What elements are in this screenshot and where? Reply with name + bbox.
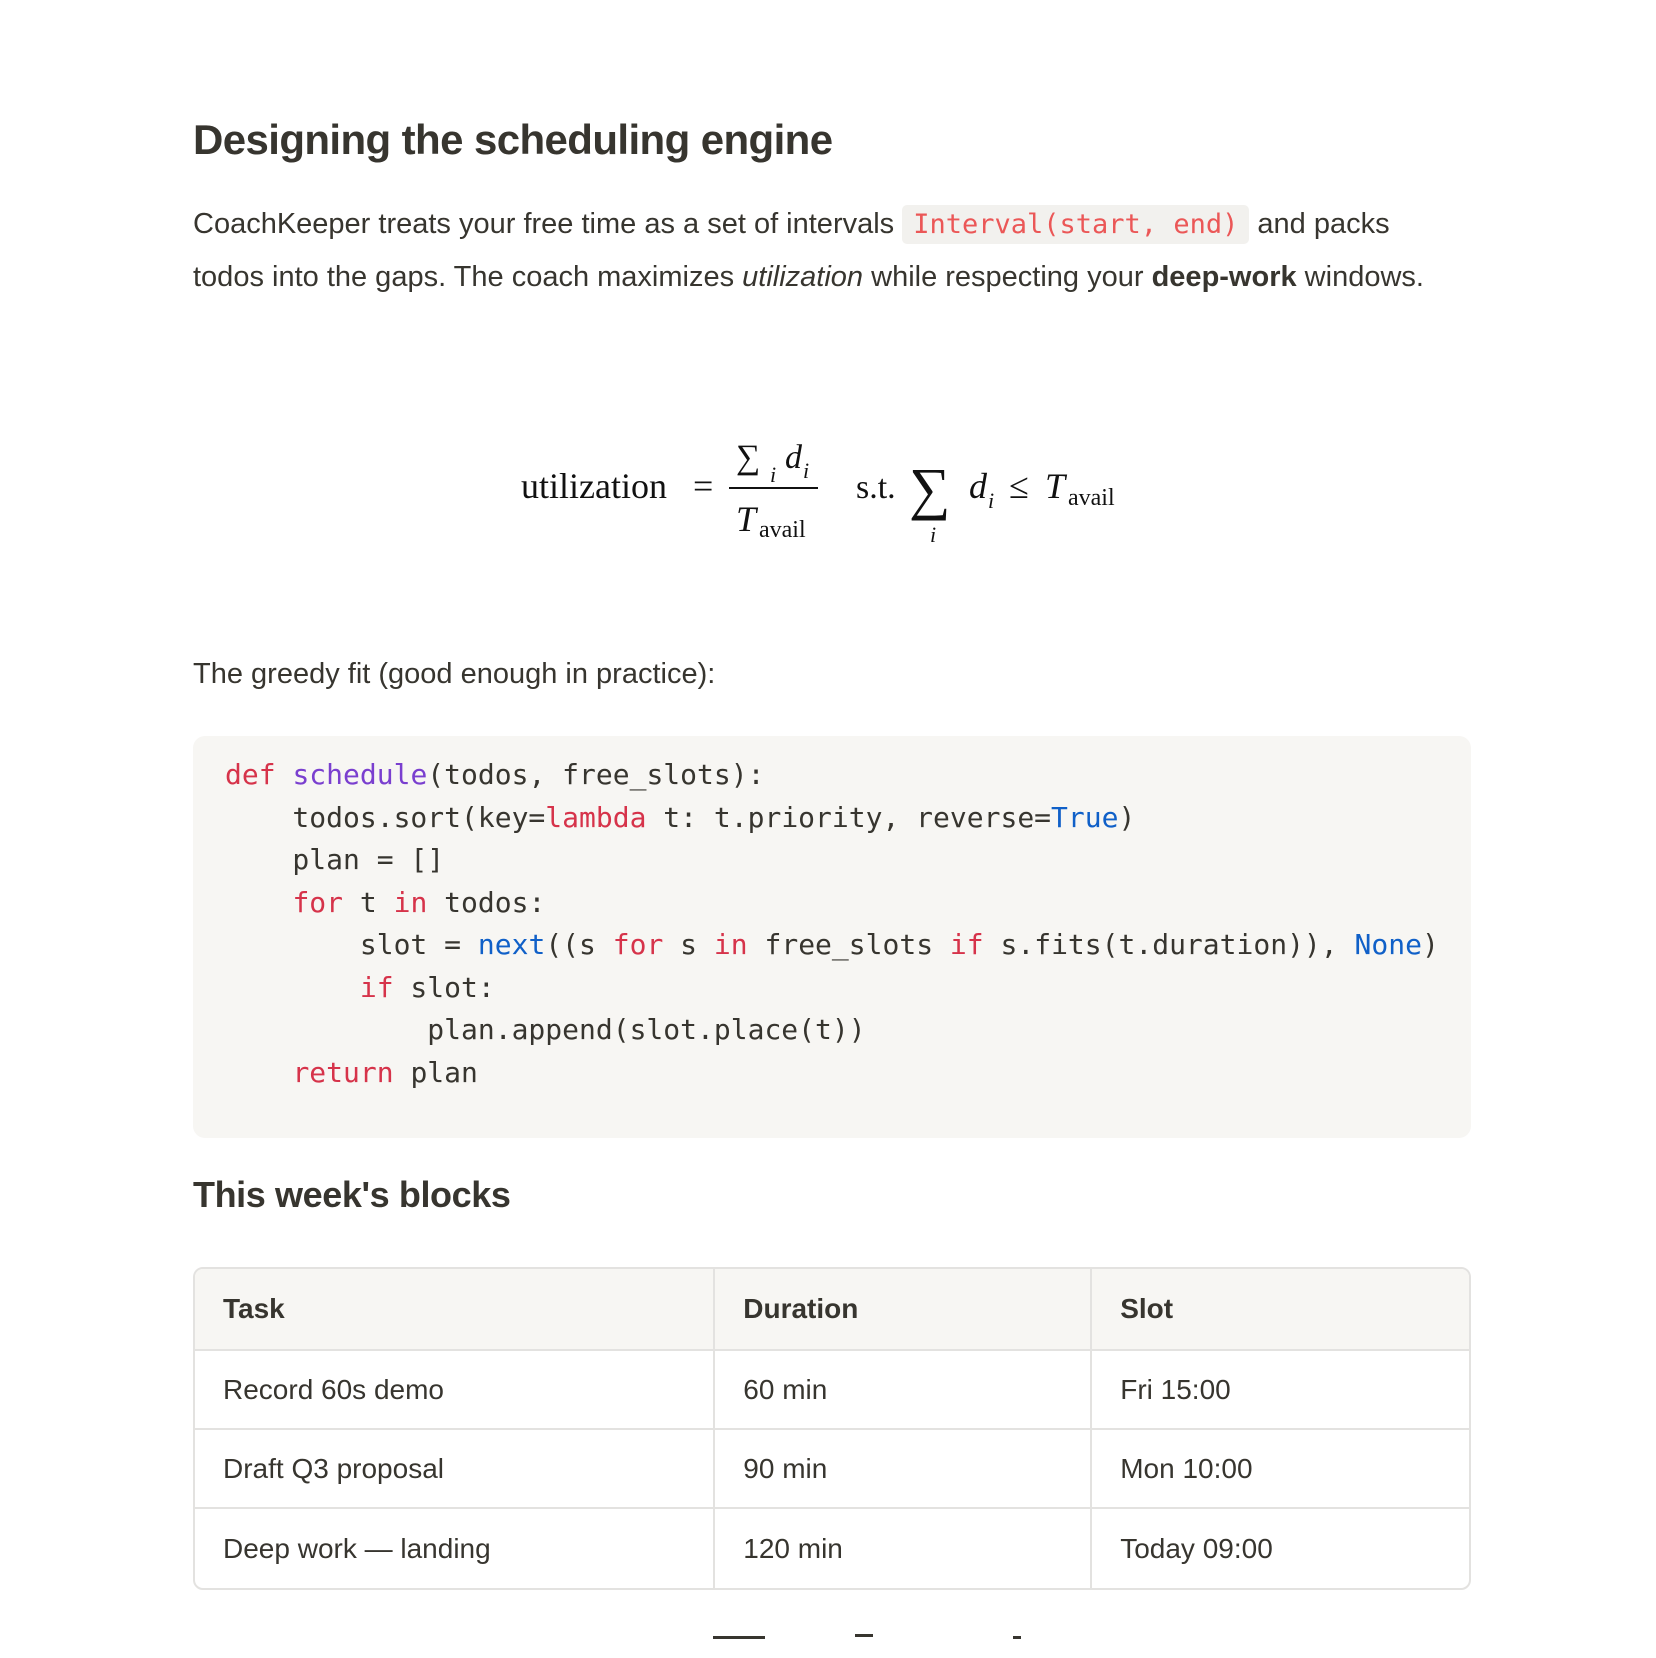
code-line — [225, 1013, 866, 1046]
code-token: return — [292, 1055, 394, 1089]
code-token: in — [713, 928, 748, 961]
code-token: plan = [] — [225, 843, 445, 876]
greedy-paragraph: The greedy fit (good enough in practice): — [193, 658, 716, 690]
code-line — [225, 843, 444, 876]
formula-sum: ∑ — [909, 456, 951, 521]
code-token: def — [225, 758, 276, 791]
formula-num-sum-sub: i — [770, 462, 777, 487]
formula-lhs: utilization — [521, 466, 667, 506]
code-token: plan.append(slot.place(t)) — [225, 1013, 866, 1046]
table-cell-duration: 60 min — [713, 1351, 1090, 1430]
inline-code: Interval(start, end) — [902, 205, 1249, 244]
code-token: s.fits(t.duration)), — [983, 928, 1355, 961]
table-header-duration: Duration — [713, 1269, 1090, 1351]
code-token: if — [949, 928, 984, 961]
intro-text-3: while respecting your — [863, 261, 1152, 293]
intro-emphasis: utilization — [742, 261, 864, 293]
formula-den-var: T — [736, 499, 757, 539]
table-cell-slot: Today 09:00 — [1090, 1509, 1469, 1588]
formula-equals: = — [693, 466, 714, 506]
code-token: lambda — [545, 800, 647, 834]
code-line — [225, 971, 495, 1004]
code-line — [225, 886, 545, 919]
table-row — [195, 1351, 1469, 1430]
table-cell-slot: Mon 10:00 — [1090, 1430, 1469, 1509]
code-token: slot: — [393, 970, 495, 1004]
intro-strong: deep-work — [1151, 261, 1297, 293]
formula-den-sub: avail — [759, 517, 806, 543]
table-cell-task: Deep work — landing — [223, 1532, 491, 1564]
formula-num-sum: ∑ — [736, 439, 761, 476]
code-line — [225, 801, 1135, 834]
code-line — [225, 928, 1439, 961]
table-cell-task: Record 60s demo — [195, 1351, 713, 1430]
table-header-slot: Slot — [1090, 1269, 1469, 1351]
code-token: for — [292, 885, 344, 919]
page-title: Designing the scheduling engine — [193, 116, 833, 163]
formula-svg — [193, 430, 1471, 580]
formula-rhs-var: T — [1045, 466, 1066, 506]
formula-num-var-sub: i — [803, 458, 810, 483]
code-token: (todos, free_slots): — [427, 758, 765, 791]
table-header-task: Task — [195, 1269, 713, 1351]
table-cell-slot: Fri 15:00 — [1090, 1351, 1469, 1430]
code-token: None — [1354, 928, 1422, 961]
code-token: free_slots — [747, 928, 950, 961]
intro-paragraph — [193, 198, 1443, 304]
code-token: in — [393, 885, 428, 919]
blocks-table — [193, 1267, 1471, 1590]
intro-text-4: windows. — [1296, 261, 1424, 293]
formula-var-sub: i — [988, 488, 995, 513]
formula-st: s.t. — [856, 469, 896, 506]
formula-num-var: d — [785, 439, 802, 476]
code-token: ) — [1421, 928, 1439, 961]
code-token: ) — [1118, 800, 1136, 834]
table-header-row — [195, 1269, 1469, 1351]
code-token — [276, 758, 293, 791]
code-token: todos.sort(key= — [225, 800, 546, 834]
code-token: t: t.priority, reverse= — [646, 800, 1052, 834]
table-cell-duration: 120 min — [713, 1509, 1090, 1588]
code-token: todos: — [427, 885, 546, 919]
code-block[interactable] — [193, 736, 1471, 1138]
code-token — [225, 971, 360, 1004]
code-token: True — [1051, 800, 1119, 834]
code-token: s — [663, 928, 714, 961]
formula-le: ≤ — [1009, 466, 1029, 506]
section-heading: This week's blocks — [193, 1174, 511, 1215]
code-token — [225, 1056, 292, 1089]
code-token: slot = — [225, 928, 478, 961]
table-cell-task: Draft Q3 proposal — [195, 1430, 713, 1509]
code-token: if — [359, 970, 394, 1004]
code-token: schedule — [292, 758, 428, 791]
code-line — [225, 1056, 478, 1089]
formula-var: d — [969, 466, 987, 506]
utilization-formula — [193, 430, 1471, 580]
formula-rhs-sub: avail — [1068, 485, 1115, 511]
cut-off-next-content — [713, 1628, 1113, 1658]
code-token: for — [612, 928, 664, 961]
table-row — [195, 1509, 1469, 1588]
intro-text-2: and packs todos into the gaps. The coach maximizes — [193, 208, 1390, 293]
table-cell-duration: 90 min — [713, 1430, 1090, 1509]
formula-sum-sub: i — [930, 522, 937, 547]
intro-text-1: CoachKeeper treats your free time as a set of intervals — [193, 208, 903, 240]
code-token — [225, 886, 292, 919]
code-token: next — [477, 928, 546, 961]
table-row — [195, 1430, 1469, 1509]
code-token: plan — [393, 1055, 478, 1089]
code-token: ((s — [545, 928, 613, 961]
code-token: t — [343, 885, 394, 919]
code-line — [225, 758, 764, 791]
